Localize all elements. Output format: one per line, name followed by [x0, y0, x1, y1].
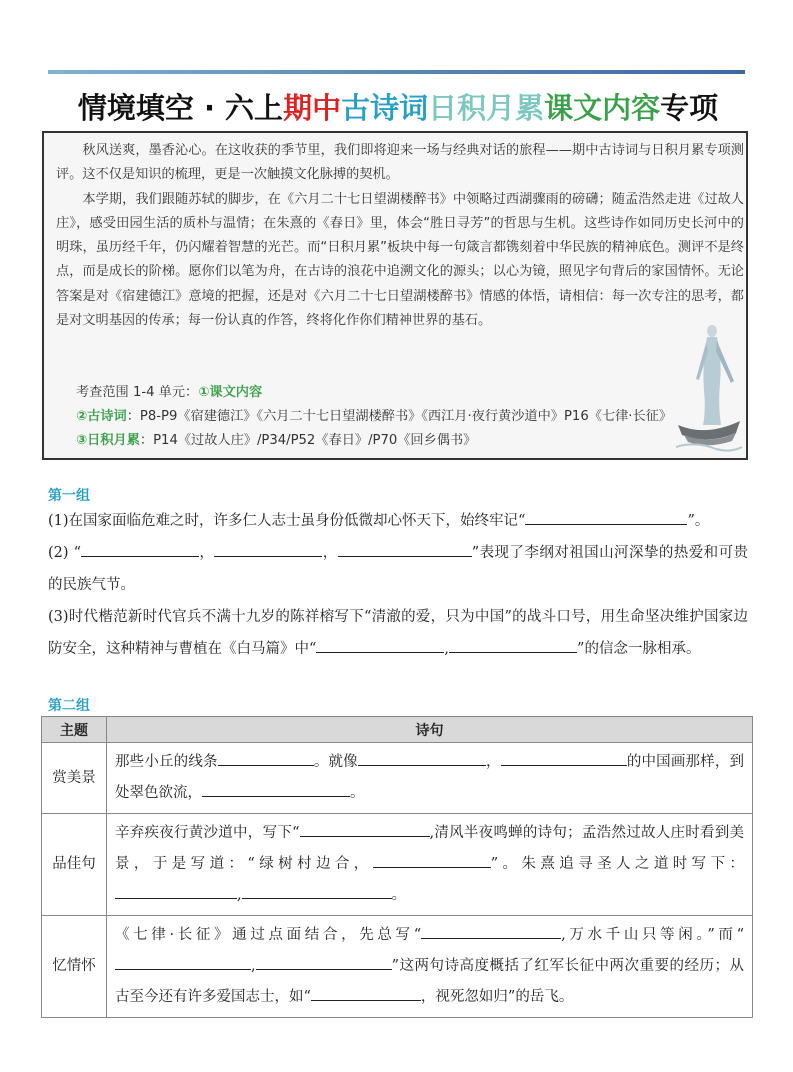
question-2-sep-1: ， — [199, 545, 215, 561]
title-part-5: 课文内容 — [544, 91, 661, 125]
row-text: ”这两句诗高度概括了红军长征中两次重要的经历；从古至今还有许多爱国志士，如“ — [115, 958, 744, 1005]
answer-blank[interactable] — [300, 822, 430, 837]
row-text: ,清风半夜鸣蝉的诗句；孟浩然过故人庄时看到美景，于是写道：“绿树村边合， — [115, 825, 744, 872]
row-text: ， — [485, 754, 501, 770]
row-text: ，视死忽如归”的岳飞。 — [420, 989, 574, 1005]
question-2-sep-2: ， — [322, 545, 338, 561]
answer-blank[interactable] — [242, 884, 392, 899]
answer-blank[interactable] — [81, 542, 199, 557]
question-2-text: ”表现了李纲对祖国山河深挚的热爱和可贵的民族气节。 — [48, 545, 748, 593]
answer-blank[interactable] — [311, 986, 421, 1001]
header-topic: 主题 — [42, 717, 107, 743]
title-part-3: 古诗词 — [341, 91, 429, 125]
range-item-2-label: ②古诗词 — [76, 409, 127, 424]
range-line-3 — [76, 429, 476, 453]
question-3-end: ”的信念一脉相承。 — [577, 641, 701, 657]
title-part-1: 情境填空 · 六上 — [77, 91, 284, 125]
answer-blank[interactable] — [218, 751, 314, 766]
answer-blank[interactable] — [115, 884, 237, 899]
group2-title: 第二组 — [48, 698, 90, 714]
table-row — [42, 916, 753, 1018]
title-part-2: 期中 — [283, 91, 342, 125]
intro-box — [42, 131, 748, 460]
range-item-1: ①课文内容 — [198, 385, 263, 400]
header-divider-line — [48, 70, 745, 74]
answer-blank[interactable] — [501, 751, 627, 766]
row-text: , — [237, 887, 242, 903]
answer-blank[interactable] — [202, 782, 350, 797]
row-text: 的中国画那样，到处翠色欲流， — [115, 754, 745, 801]
question-2 — [48, 537, 748, 601]
row-content — [107, 743, 753, 814]
row-text: , — [251, 958, 256, 974]
row-content — [107, 814, 753, 916]
answer-blank[interactable] — [525, 510, 687, 525]
poetry-table — [41, 716, 753, 1018]
row-text: ”。朱熹追寻圣人之道时写下： — [490, 856, 744, 872]
range-item-2-text: ：P8-P9《宿建德江》《六月二十七日望湖楼醉书》《西江月·夜行黄沙道中》P16《七律·长征》 — [126, 409, 673, 424]
intro-text — [56, 139, 744, 333]
group1-questions — [48, 505, 748, 665]
range-item-3-text: ：P14《过故人庄》/P34/P52《春日》/P70《回乡偶书》 — [139, 433, 477, 448]
row-text: 。 — [391, 887, 407, 903]
question-3-sep: , — [444, 641, 450, 657]
intro-paragraph-1: 秋风送爽，墨香沁心。在这收获的季节里，我们即将迎来一场与经典对话的旅程——期中古诗词与日积月累专项测评。这不仅是知识的梳理，更是一次触摸文化脉搏的契机。 — [56, 143, 744, 183]
question-2-open: (2) “ — [48, 545, 81, 561]
answer-blank[interactable] — [449, 638, 577, 653]
question-1-end: ”。 — [687, 513, 710, 529]
row-text: 《七律·长征》通过点面结合，先总写“ — [115, 927, 422, 943]
group1-title: 第一组 — [48, 488, 90, 504]
answer-blank[interactable] — [214, 542, 322, 557]
answer-blank[interactable] — [115, 955, 251, 970]
header-verse: 诗句 — [107, 717, 753, 743]
poet-on-boat-illustration — [676, 321, 742, 459]
question-3-text: (3)时代楷范新时代官兵不满十九岁的陈祥榕写下“清澈的爱，只为中国”的战斗口号，用生命坚决维护国家边防安全，这种精神与曹植在《白马篇》中“ — [48, 609, 748, 657]
row-content — [107, 916, 753, 1018]
answer-blank[interactable] — [373, 853, 491, 868]
row-text: 那些小丘的线条 — [115, 754, 218, 770]
row-topic: 品佳句 — [42, 814, 107, 916]
answer-blank[interactable] — [256, 955, 392, 970]
table-row — [42, 743, 753, 814]
row-text: 。 — [350, 785, 365, 801]
range-line-1 — [76, 381, 262, 405]
title-part-6: 专项 — [660, 91, 719, 125]
question-1 — [48, 505, 748, 537]
question-3 — [48, 601, 748, 665]
row-topic: 赏美景 — [42, 743, 107, 814]
page-title — [48, 86, 748, 130]
range-item-3-label: ③日积月累 — [76, 433, 140, 448]
answer-blank[interactable] — [338, 542, 472, 557]
range-label: 考查范围 1-4 单元： — [76, 385, 199, 400]
row-text: 。就像 — [313, 754, 358, 770]
answer-blank[interactable] — [421, 924, 561, 939]
answer-blank[interactable] — [316, 638, 444, 653]
question-1-text: (1)在国家面临危难之时，许多仁人志士虽身份低微却心怀天下，始终牢记“ — [48, 513, 526, 529]
row-text: 辛弃疾夜行黄沙道中，写下“ — [115, 825, 300, 841]
table-header-row — [42, 717, 753, 743]
title-part-4: 日积月累 — [428, 91, 545, 125]
range-line-2 — [76, 405, 672, 429]
intro-paragraph-2: 本学期，我们跟随苏轼的脚步，在《六月二十七日望湖楼醉书》中领略过西湖骤雨的磅礴；随孟浩然走进《过故人庄》，感受田园生活的质朴与温情；在朱熹的《春日》里，体会“胜日寻芳”的哲思与生机。这些诗作如同历史长河中的明珠，虽历经千年，仍闪耀着智慧的光芒。而“日积月累”板块中每一句箴言都镌刻着中华民族的精神底色。测评不是终点，而是成长的阶梯。愿你们以笔为舟，在古诗的浪花中追溯文化的源头；以心为镜，照见字句背后的家国情怀。无论答案是对《宿建德江》意境的把握，还是对《六月二十七日望湖楼醉书》情感的体悟，请相信：每一次专注的思考，都是对文明基因的传承；每一份认真的作答，终将化作你们精神世界的基石。 — [56, 191, 744, 329]
table-row — [42, 814, 753, 916]
row-text: ,万水千山只等闲。”而“ — [561, 927, 744, 943]
answer-blank[interactable] — [358, 751, 486, 766]
row-topic: 忆情怀 — [42, 916, 107, 1018]
